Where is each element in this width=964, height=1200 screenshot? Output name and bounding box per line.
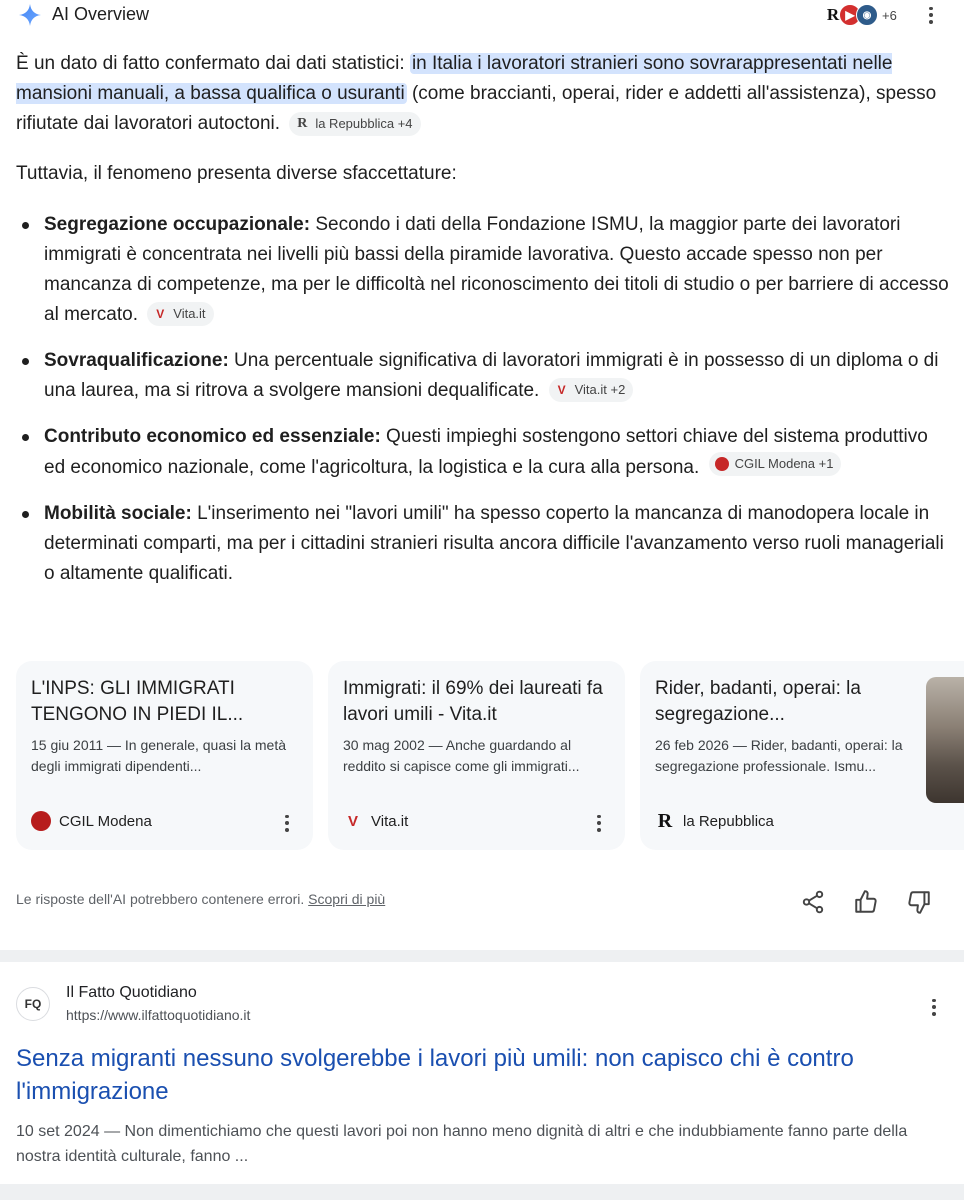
disclaimer-text: Le risposte dell'AI potrebbero contenere errori. — [16, 891, 305, 907]
transition-text: Tuttavia, il fenomeno presenta diverse sfaccettature: — [16, 163, 457, 184]
list-item — [16, 346, 951, 406]
site-favicon[interactable]: FQ — [16, 987, 50, 1021]
card-source-name: Vita.it — [371, 812, 409, 830]
point-text: Questi impieghi sostengono settori chiave del sistema produttivo ed economico nazionale, come l'agricoltura, la logistica e la cura alla persona. — [44, 426, 928, 478]
thumbs-up-icon[interactable] — [853, 889, 879, 915]
learn-more-link[interactable]: Scopri di più — [308, 891, 386, 907]
list-item — [16, 210, 951, 330]
ai-overview-title: AI Overview — [52, 4, 150, 24]
point-heading: Sovraqualificazione: — [44, 350, 229, 371]
card-thumbnail — [926, 677, 964, 803]
video-logo-icon: ▶ — [839, 4, 861, 26]
section-divider — [0, 950, 964, 962]
source-card[interactable] — [640, 661, 964, 850]
source-card[interactable] — [16, 661, 313, 850]
vita-logo-icon: V — [347, 812, 358, 830]
card-source — [655, 811, 774, 831]
more-vertical-icon[interactable] — [277, 813, 297, 833]
source-chip-label: Vita.it — [173, 306, 206, 321]
repubblica-logo-icon: R — [297, 116, 308, 131]
source-chip[interactable] — [289, 112, 420, 136]
repubblica-logo-icon: R — [657, 809, 673, 832]
share-icon[interactable] — [800, 889, 826, 915]
card-title[interactable]: Rider, badanti, operai: la segregazione... — [655, 678, 861, 725]
more-vertical-icon[interactable] — [921, 5, 941, 25]
source-avatars[interactable] — [822, 3, 897, 27]
card-title[interactable]: Immigrati: il 69% dei laureati fa lavori umili - Vita.it — [343, 678, 603, 725]
more-vertical-icon[interactable] — [924, 997, 944, 1017]
point-heading: Segregazione occupazionale: — [44, 214, 311, 235]
result-site-name[interactable]: Il Fatto Quotidiano — [66, 984, 197, 1001]
source-chip-label: la Repubblica +4 — [315, 116, 413, 131]
result-url[interactable]: https://www.ilfattoquotidiano.it — [66, 1007, 251, 1023]
source-chip-label: CGIL Modena +1 — [734, 456, 834, 471]
more-vertical-icon[interactable] — [589, 813, 609, 833]
key-points-list — [16, 210, 951, 605]
card-source — [31, 811, 152, 831]
intro-lead: È un dato di fatto confermato dai dati statistici: — [16, 53, 410, 74]
result-snippet: 10 set 2024 — Non dimentichiamo che questi lavori poi non hanno meno dignità di altri e che indubbiamente fanno parte della nostra identità culturale, fanno ... — [16, 1123, 908, 1165]
ai-overview-header — [0, 0, 964, 30]
card-source-name: CGIL Modena — [59, 812, 152, 830]
globe-logo-icon: ◉ — [856, 4, 878, 26]
extra-sources-count: +6 — [882, 7, 897, 23]
highlighted-answer: in Italia i lavoratori stranieri sono sovrarappresentati nelle mansioni manuali, a bassa qualifica o usuranti — [16, 53, 893, 104]
point-text: Una percentuale significativa di lavoratori immigrati è in possesso di un diploma o di una laurea, ma si ritrova a svolgere mansioni dequalificate. — [44, 350, 939, 401]
section-divider — [0, 1184, 964, 1200]
ai-disclaimer — [16, 891, 385, 907]
list-item — [16, 499, 951, 589]
thumbs-down-icon[interactable] — [906, 889, 932, 915]
source-chip[interactable] — [147, 302, 213, 326]
list-item — [16, 422, 951, 483]
point-heading: Contributo economico ed essenziale: — [44, 426, 381, 447]
card-snippet: 15 giu 2011 — In generale, quasi la metà degli immigrati dipendenti... — [31, 737, 287, 774]
point-text: Secondo i dati della Fondazione ISMU, la maggior parte dei lavoratori immigrati è concentrata nei livelli più bassi della piramide lavorativa. Questo accade spesso non per mancanza di competenze, ma per le difficoltà nel riconoscimento dei titoli di studio o per barriere di accesso al mercato. — [44, 214, 949, 325]
source-chip[interactable] — [709, 452, 842, 476]
point-heading: Mobilità sociale: — [44, 503, 192, 524]
card-source — [343, 811, 408, 831]
result-title-link[interactable]: Senza migranti nessuno svolgerebbe i lavori più umili: non capisco chi è contro l'immigrazione — [16, 1045, 854, 1105]
cgil-logo-icon — [715, 457, 729, 471]
card-snippet: 30 mag 2002 — Anche guardando al reddito si capisce come gli immigrati... — [343, 737, 580, 774]
card-source-name: la Repubblica — [683, 812, 774, 830]
intro-paragraph — [16, 49, 951, 139]
intro-tail: (come braccianti, operai, rider e addetti all'assistenza), spesso rifiutate dai lavoratori autoctoni. — [16, 83, 937, 134]
card-title[interactable]: L'INPS: GLI IMMIGRATI TENGONO IN PIEDI IL... — [31, 678, 244, 725]
source-chip-label: Vita.it +2 — [574, 382, 626, 397]
ai-sparkle-icon — [18, 3, 42, 27]
vita-logo-icon: V — [557, 383, 566, 397]
source-chip[interactable] — [549, 378, 634, 402]
repubblica-logo-icon: R — [822, 4, 844, 26]
point-text: L'inserimento nei "lavori umili" ha spesso coperto la mancanza di manodopera locale in determinati comparti, ma per i cittadini stranieri risulta ancora difficile l'avanzamento verso ruoli manageriali o altamente qualificati. — [44, 503, 944, 584]
cgil-logo-icon — [31, 811, 51, 831]
vita-logo-icon: V — [156, 307, 165, 321]
card-snippet: 26 feb 2026 — Rider, badanti, operai: la segregazione professionale. Ismu... — [655, 737, 903, 774]
source-card[interactable] — [328, 661, 625, 850]
